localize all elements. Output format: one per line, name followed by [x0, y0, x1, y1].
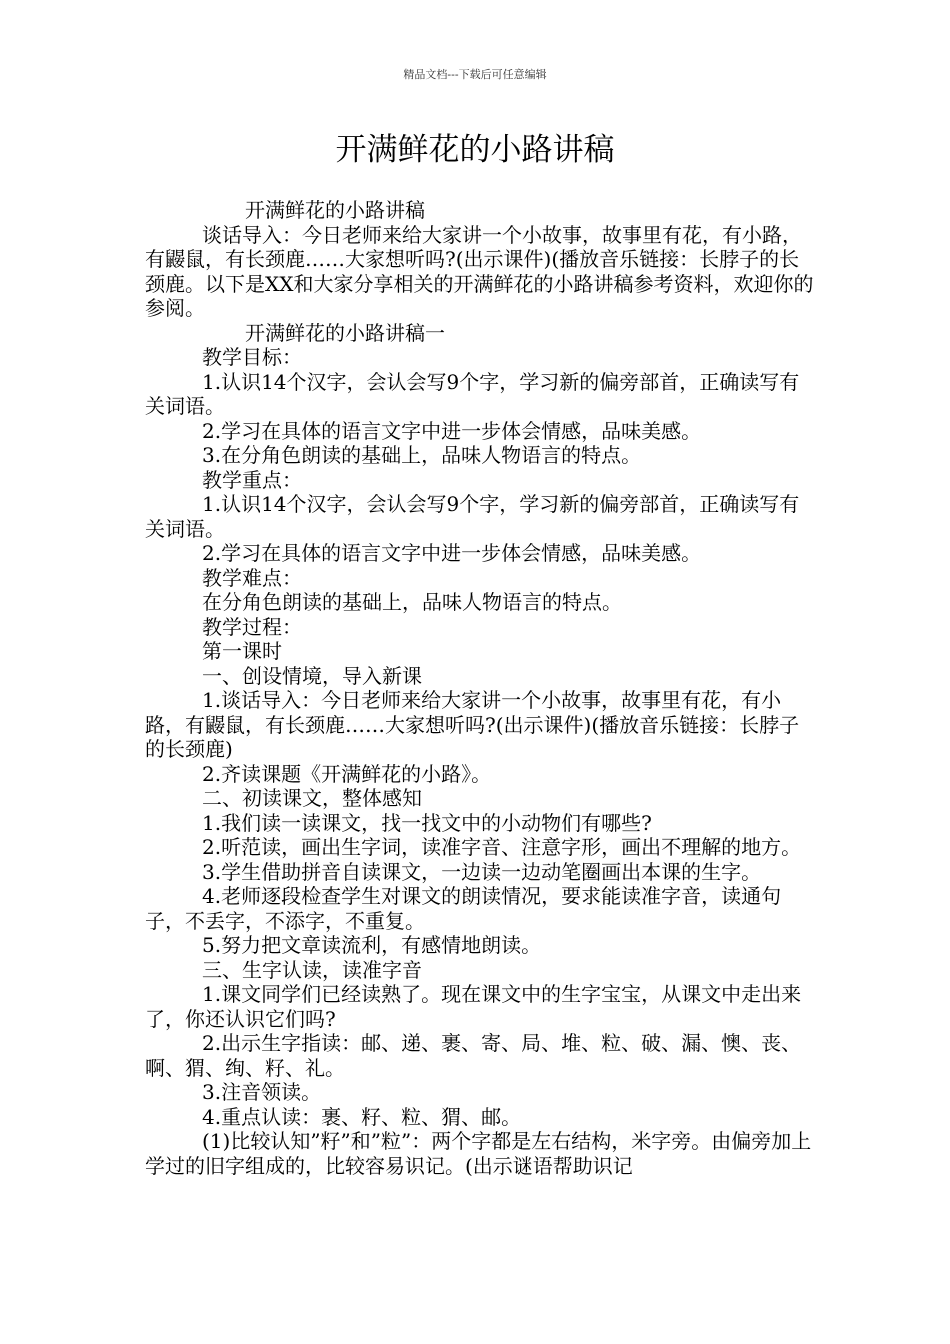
- list-item: 2.出示生字指读：邮、递、裹、寄、局、堆、粒、破、漏、懊、丧、啊、猬、绚、籽、礼。: [145, 1031, 802, 1080]
- list-item: 4.老师逐段检查学生对课文的朗读情况，要求能读准字音，读通句子，不丢字，不添字，不重复。: [145, 884, 782, 933]
- list-item: 1.我们读一读课文，找一找文中的小动物们有哪些?: [202, 810, 652, 835]
- list-item: 5.努力把文章读流利，有感情地朗读。: [202, 933, 542, 957]
- list-item: 2.听范读，画出生字词，读准字音、注意字形，画出不理解的地方。: [202, 835, 802, 859]
- list-item: 4.重点认读：裹、籽、粒、猬、邮。: [202, 1104, 522, 1129]
- list-item: 在分角色朗读的基础上，品味人物语言的特点。: [202, 590, 622, 614]
- list-item: (1)比较认知”籽”和”粒”：两个字都是左右结构，米字旁。由偏旁加上学过的旧字组成的，比较容易识记。(出示谜语帮助识记: [145, 1129, 812, 1178]
- document-title: 开满鲜花的小路讲稿: [335, 132, 615, 168]
- heading-step-one: 一、创设情境，导入新课: [202, 663, 422, 688]
- section-heading: 开满鲜花的小路讲稿一: [245, 320, 445, 345]
- list-item: 3.注音领读。: [202, 1080, 322, 1104]
- list-item: 2.齐读课题《开满鲜花的小路》。: [202, 761, 492, 786]
- list-item: 2.学习在具体的语言文字中进一步体会情感，品味美感。: [202, 418, 702, 443]
- heading-step-two: 二、初读课文，整体感知: [202, 786, 422, 810]
- list-item: 1.谈话导入：今日老师来给大家讲一个小故事，故事里有花，有小路，有鼹鼠，有长颈鹿……大家想听吗?(出示课件)(播放音乐链接：长脖子的长颈鹿): [145, 688, 800, 761]
- list-item: 3.学生借助拼音自读课文，一边读一边动笔圈画出本课的生字。: [202, 859, 762, 884]
- list-item: 1.认识14个汉字，会认会写9个字，学习新的偏旁部首，正确读写有关词语。: [145, 492, 800, 541]
- heading-objectives: 教学目标：: [202, 345, 302, 369]
- heading-difficulties: 教学难点：: [202, 565, 302, 590]
- heading-key-points: 教学重点：: [202, 467, 302, 492]
- heading-process: 教学过程：: [202, 614, 302, 639]
- list-item: 2.学习在具体的语言文字中进一步体会情感，品味美感。: [202, 541, 702, 565]
- heading-step-three: 三、生字认读，读准字音: [202, 957, 422, 982]
- list-item: 3.在分角色朗读的基础上，品味人物语言的特点。: [202, 443, 642, 467]
- list-item: 1.认识14个汉字，会认会写9个字，学习新的偏旁部首，正确读写有关词语。: [145, 369, 800, 418]
- intro-paragraph: 谈话导入：今日老师来给大家讲一个小故事，故事里有花，有小路，有鼹鼠，有长颈鹿……大家想听吗?(出示课件)(播放音乐链接：长脖子的长颈鹿。以下是XX和大家分享相关的开满鲜花的小路讲稿参考资料，欢迎你的参阅。: [145, 222, 814, 320]
- subtitle-paragraph: 开满鲜花的小路讲稿: [245, 198, 425, 222]
- page-header: 精品文档---下载后可任意编辑: [403, 68, 547, 81]
- document-body: [145, 198, 817, 1178]
- heading-lesson-one: 第一课时: [202, 639, 282, 663]
- list-item: 1.课文同学们已经读熟了。现在课文中的生字宝宝，从课文中走出来了，你还认识它们吗?: [145, 982, 802, 1031]
